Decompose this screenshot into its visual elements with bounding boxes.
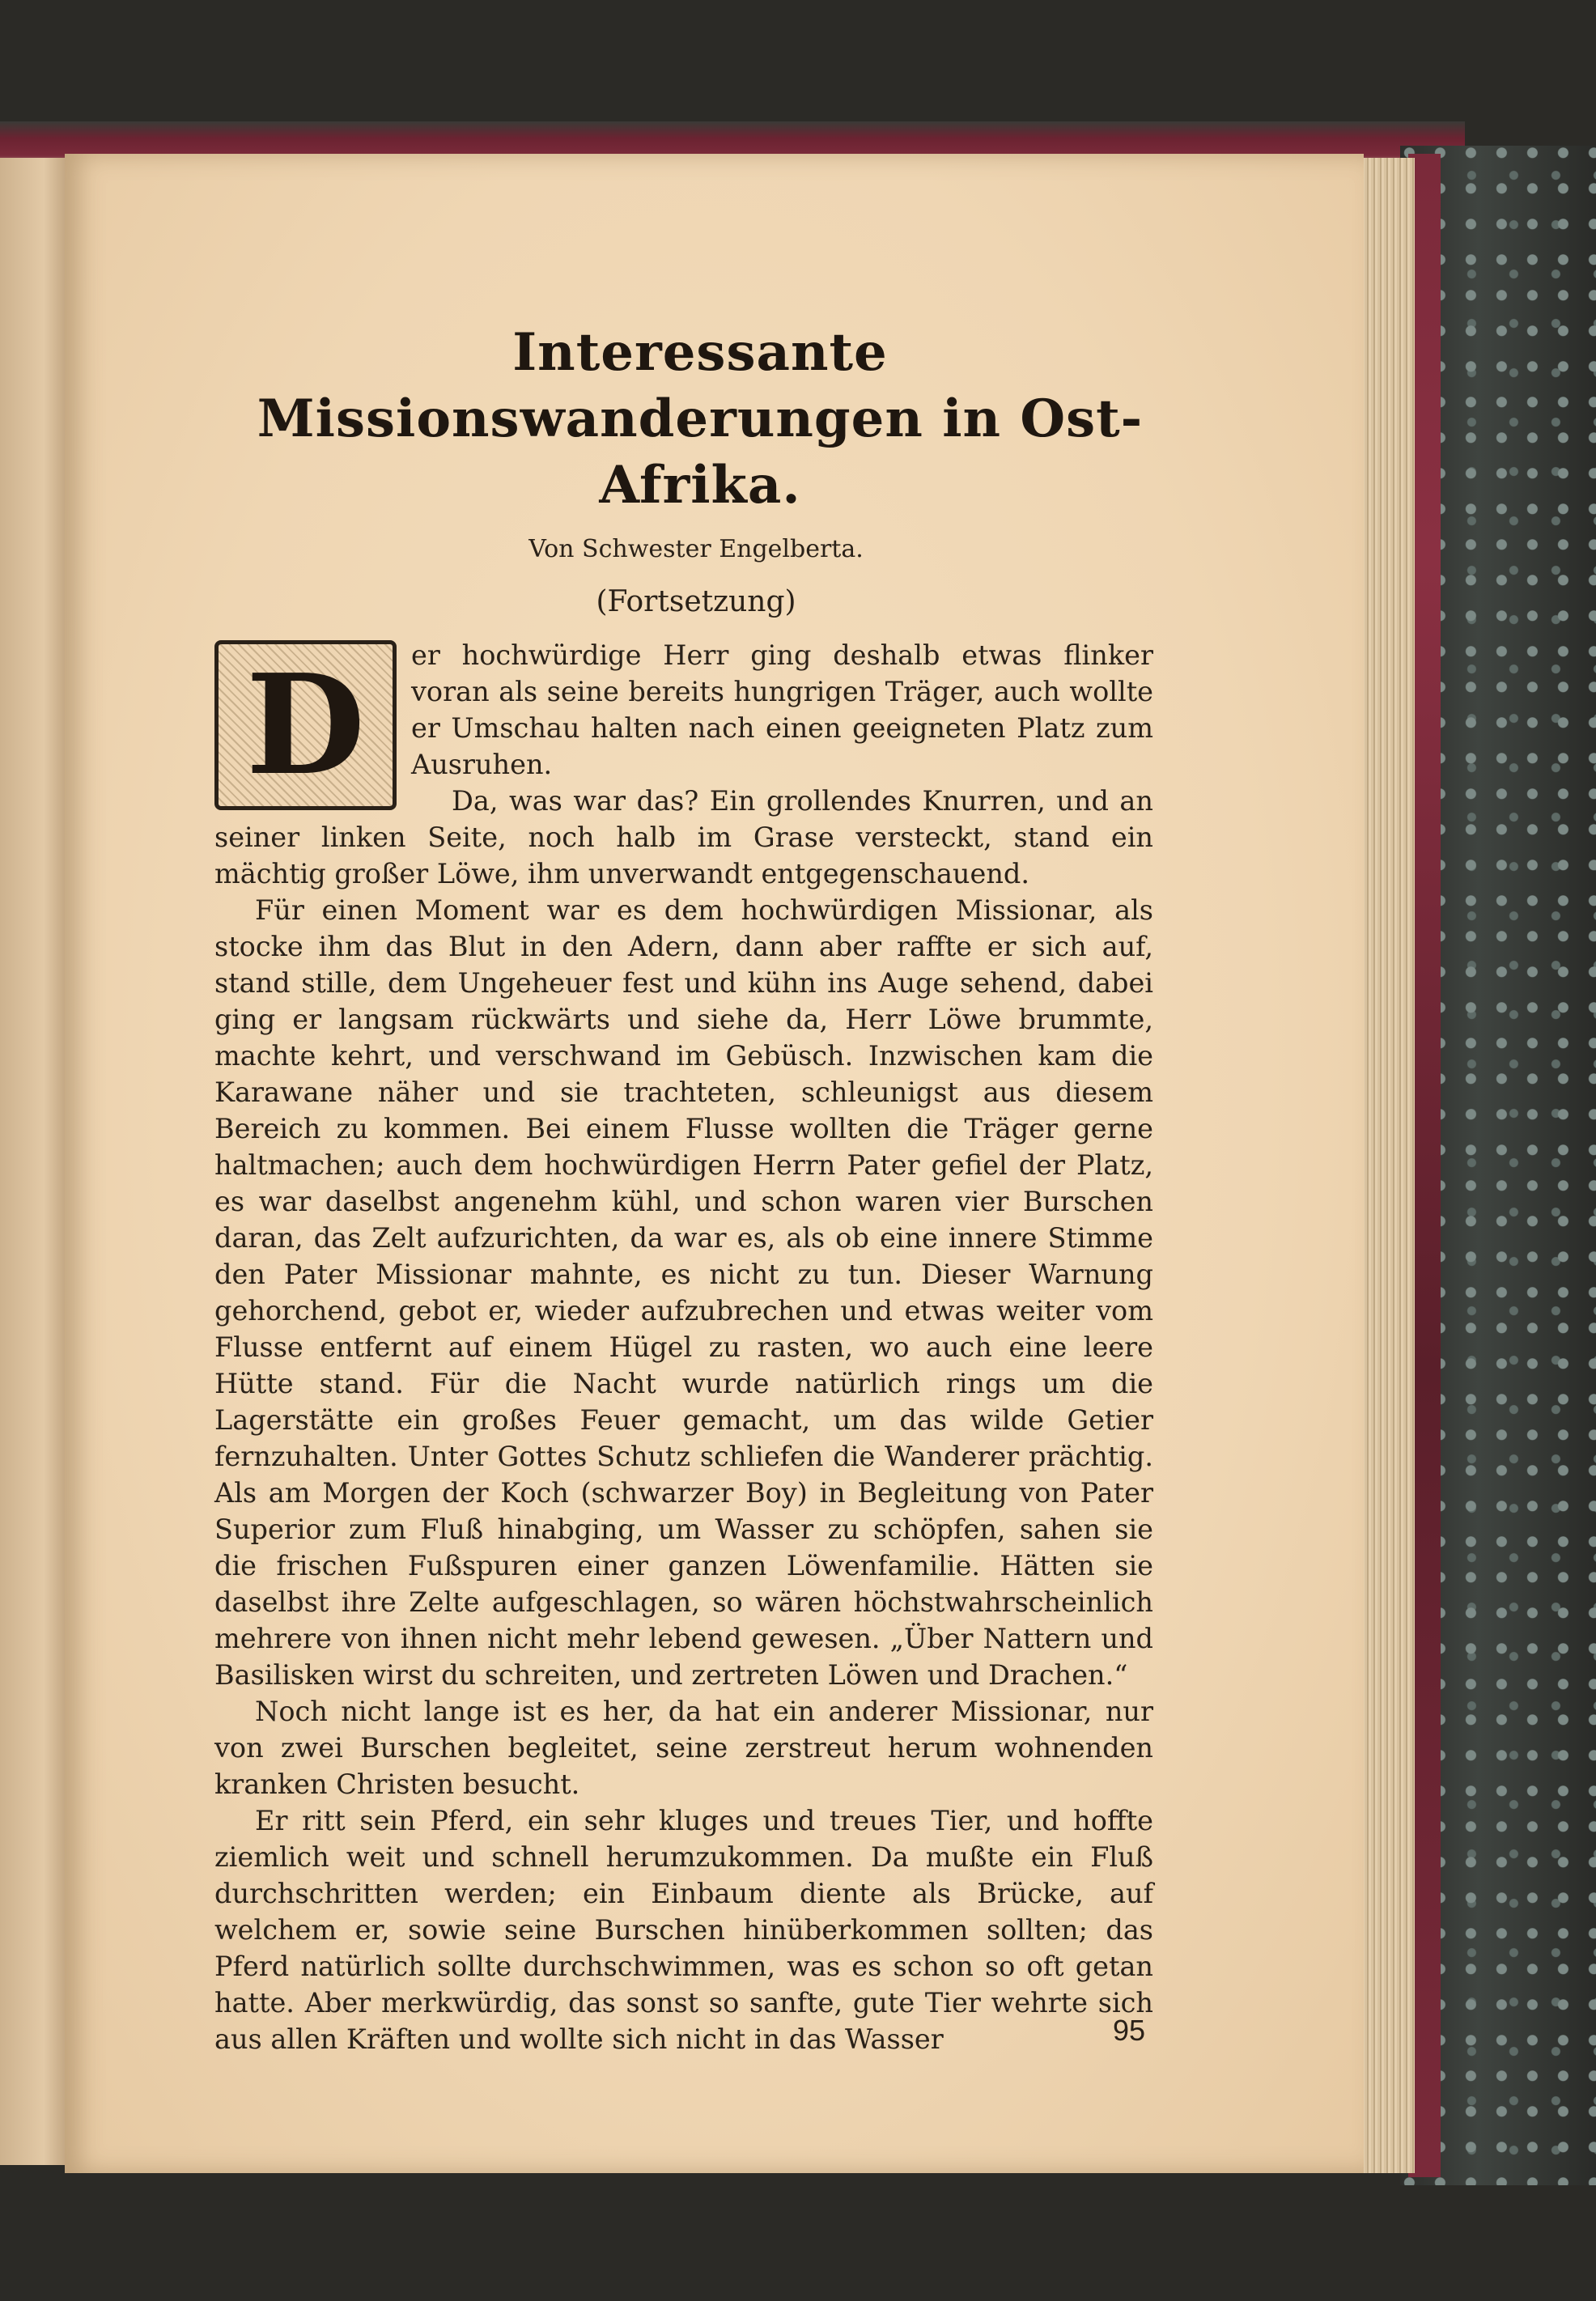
paragraph-4: Noch nicht lange ist es her, da hat ein anderer Missionar, nur von zwei Burschen begleitet, seine zerstreut herum wohnenden kranken Christen besucht. <box>214 1696 1153 1800</box>
author-line: Von Schwester Engelberta. <box>528 535 864 563</box>
title-line-2: Missionswanderungen in Ost-Afrika. <box>257 388 1144 516</box>
page-edges <box>1358 158 1415 2173</box>
page-number: 95 <box>1113 2014 1146 2047</box>
decorated-initial <box>214 640 397 810</box>
paragraph-3: Für einen Moment war es dem hochwürdigen Missionar, als stocke ihm das Blut in den Adern, dann aber raffte er sich auf, stand stille, dem Ungeheuer fest und kühn ins Auge sehend, dabei ging er langsam rückwärts und siehe da, Herr Löwe brummte, machte kehrt, und verschwand im Gebüsch. Inzwischen kam die Karawane näher und sie trachteten, schleunigst aus diesem Bereich zu kommen. Bei einem Flusse wollten die Träger gerne haltmachen; auch dem hochwürdigen Herrn Pater gefiel der Platz, es war daselbst angenehm kühl, und schon waren vier Burschen daran, das Zelt aufzurichten, da war es, als ob eine innere Stimme den Pater Missionar mahnte, es nicht zu tun. Dieser Warnung gehorchend, gebot er, wieder aufzubrechen und etwas weiter vom Flusse entfernt auf einem Hügel zu rasten, wo auch eine leere Hütte stand. Für die Nacht wurde natürlich rings um die Lagerstätte ein großes Feuer gemacht, um das wilde Getier fernzuhalten. Unter Gottes Schutz schliefen die Wanderer prächtig. Als am Morgen der Koch (schwarzer Boy) in Begleitung von Pater Superior zum Fluß hinabging, um Wasser zu schöpfen, sahen sie die frischen Fußspuren einer ganzen Löwenfamilie. Hätten sie daselbst ihre Zelte aufgeschlagen, so wären höchstwahrscheinlich mehrere von ihnen nicht mehr lebend gewesen. „Über Nattern und Basilisken wirst du schreiten, und zertreten Löwen und Drachen.“ <box>214 894 1153 1691</box>
paragraph-2: Da, was war das? Ein grollendes Knurren, und an seiner linken Seite, noch halb im Grase versteckt, stand ein mächtig großer Löwe, ihm unverwandt entgegenschauend. <box>214 785 1153 889</box>
page-content <box>214 320 1153 2057</box>
paragraph-5: Er ritt sein Pferd, ein sehr kluges und treues Tier, und hoffte ziemlich weit und schnell herumzukommen. Da mußte ein Fluß durchschritten werden; ein Einbaum diente als Brücke, auf welchem er, sowie seine Burschen hinüberkommen sollten; das Pferd natürlich sollte durchschwimmen, was es schon so oft getan hatte. Aber merkwürdig, das sonst so sanfte, gute Tier wehrte sich aus allen Kräften und wollte sich nicht in das Wasser <box>214 1805 1153 2055</box>
left-page-edge <box>0 158 73 2165</box>
continuation-note: (Fortsetzung) <box>596 585 796 618</box>
article-body <box>214 637 1153 2057</box>
paragraph-1: er hochwürdige Herr ging deshalb etwas flinker voran als seine bereits hungrigen Träger, auch wollte er Umschau halten nach einen geeigneten Platz zum Ausruhen. <box>411 639 1153 780</box>
drop-cap-letter: D <box>245 643 366 806</box>
title-line-1: Interessante <box>512 322 888 383</box>
